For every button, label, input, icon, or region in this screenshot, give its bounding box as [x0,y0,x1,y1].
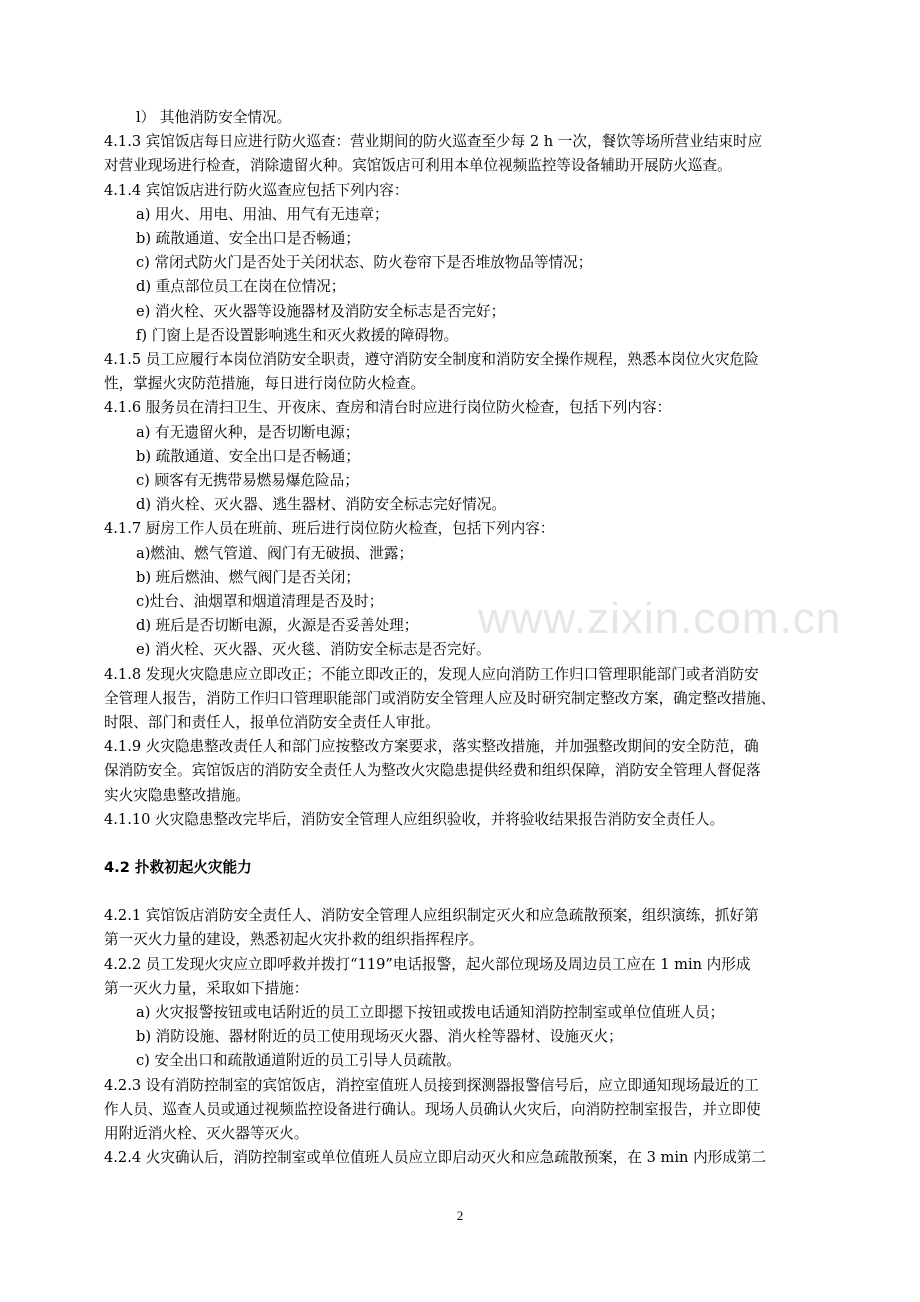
spacer [104,880,823,904]
page-number: 2 [456,1208,464,1223]
spacer [104,832,823,856]
text-line: 4.1.5 员工应履行本岗位消防安全职责，遵守消防安全制度和消防安全操作规程，熟悉本岗位火灾危险 [104,351,759,369]
text-line: 对营业现场进行检查，消除遗留火种。宾馆饭店可利用本单位视频监控等设备辅助开展防火巡查。 [104,157,732,175]
text-line: b) 疏散通道、安全出口是否畅通； [136,447,360,465]
text-line: 4.1.9 火灾隐患整改责任人和部门应按整改方案要求，落实整改措施，并加强整改期间的安全防范，确 [104,738,759,756]
text-line: e) 消火栓、灭火器等设施器材及消防安全标志是否完好； [136,302,506,320]
text-line: a) 有无遗留火种，是否切断电源； [136,423,360,441]
text-line: c) 安全出口和疏散通道附近的员工引导人员疏散。 [136,1052,461,1070]
text-line: 作人员、巡查人员或通过视频监控设备进行确认。现场人员确认火灾后，向消防控制室报告，并立即使 [104,1100,761,1118]
text-line: 性，掌握火灾防范措施，每日进行岗位防火检查。 [104,375,426,393]
text-line: b) 消防设施、器材附近的员工使用现场灭火器、消火栓等器材、设施灭火； [136,1028,623,1046]
text-line: b) 班后燃油、燃气阀门是否关闭； [136,568,360,586]
text-line: 保消防安全。宾馆饭店的消防安全责任人为整改火灾隐患提供经费和组织保障，消防安全管理人督促落 [104,762,761,780]
text-line: b) 疏散通道、安全出口是否畅通； [136,230,360,248]
section-4-2 [104,904,823,1170]
text-line: d) 重点部位员工在岗在位情况； [136,278,346,296]
text-line: c)灶台、油烟罩和烟道清理是否及时； [136,593,384,611]
text-line: a) 火灾报警按钮或电话附近的员工立即摁下按钮或拨电话通知消防控制室或单位值班人员； [136,1003,725,1021]
text-line: 4.2.2 员工发现火灾应立即呼救并拨打“119”电话报警，起火部位现场及周边员工应在 1 min 内形成 [104,955,751,973]
section-4-1-continued [104,106,842,832]
text-line: 4.1.8 发现火灾隐患应立即改正；不能立即改正的，发现人应向消防工作归口管理职能部门或者消防安 [104,665,759,683]
text-line: 4.1.6 服务员在清扫卫生、开夜床、查房和清台时应进行岗位防火检查，包括下列内容： [104,399,672,417]
document-body [104,106,842,1170]
text-line: 用附近消火栓、灭火器等灭火。 [104,1124,309,1142]
text-line: d) 消火栓、灭火器、逃生器材、消防安全标志完好情况。 [136,496,506,514]
text-line: 4.1.4 宾馆饭店进行防火巡查应包括下列内容： [104,181,409,199]
text-line: c) 顾客有无携带易燃易爆危险品； [136,472,359,490]
section-heading: 4.2 扑救初起火灾能力 [104,859,252,877]
text-line: f) 门窗上是否设置影响逃生和灭火救援的障碍物。 [136,326,459,344]
text-line: 时限、部门和责任人，报单位消防安全责任人审批。 [104,714,440,732]
text-line: d) 班后是否切断电源，火源是否妥善处理； [136,617,419,635]
text-line: c) 常闭式防火门是否处于关闭状态、防火卷帘下是否堆放物品等情况； [136,254,593,272]
text-line: 4.2.4 火灾确认后，消防控制室或单位值班人员应立即启动灭火和应急疏散预案，在 3 min 内形成第二 [104,1149,767,1167]
text-line: 全管理人报告，消防工作归口管理职能部门或消防安全管理人应及时研究制定整改方案，确定整改措施、 [104,689,776,707]
text-line: a)燃油、燃气管道、阀门有无破损、泄露； [136,544,414,562]
watermark: www.zixin.com.cn [478,594,842,643]
text-line: 4.1.3 宾馆饭店每日应进行防火巡查：营业期间的防火巡查至少每 2 h 一次，餐饮等场所营业结束时应 [104,133,763,151]
text-line: 4.1.10 火灾隐患整改完毕后，消防安全管理人应组织验收，并将验收结果报告消防安全责任人。 [104,810,725,828]
text-line: 实火灾隐患整改措施。 [104,786,250,804]
text-line: e) 消火栓、灭火器、灭火毯、消防安全标志是否完好。 [136,641,491,659]
text-line: 4.2.3 设有消防控制室的宾馆饭店，消控室值班人员接到探测器报警信号后，应立即通知现场最近的工 [104,1076,759,1094]
text-line: 第一灭火力量的建设，熟悉初起火灾扑救的组织指挥程序。 [104,931,484,949]
text-line: 4.2.1 宾馆饭店消防安全责任人、消防安全管理人应组织制定灭火和应急疏散预案，组织演练，抓好第 [104,907,759,925]
text-line: 4.1.7 厨房工作人员在班前、班后进行岗位防火检查，包括下列内容： [104,520,555,538]
text-line: l） 其他消防安全情况。 [136,109,292,126]
text-line: a) 用火、用电、用油、用气有无违章； [136,205,389,223]
text-line: 第一灭火力量，采取如下措施： [104,979,309,997]
